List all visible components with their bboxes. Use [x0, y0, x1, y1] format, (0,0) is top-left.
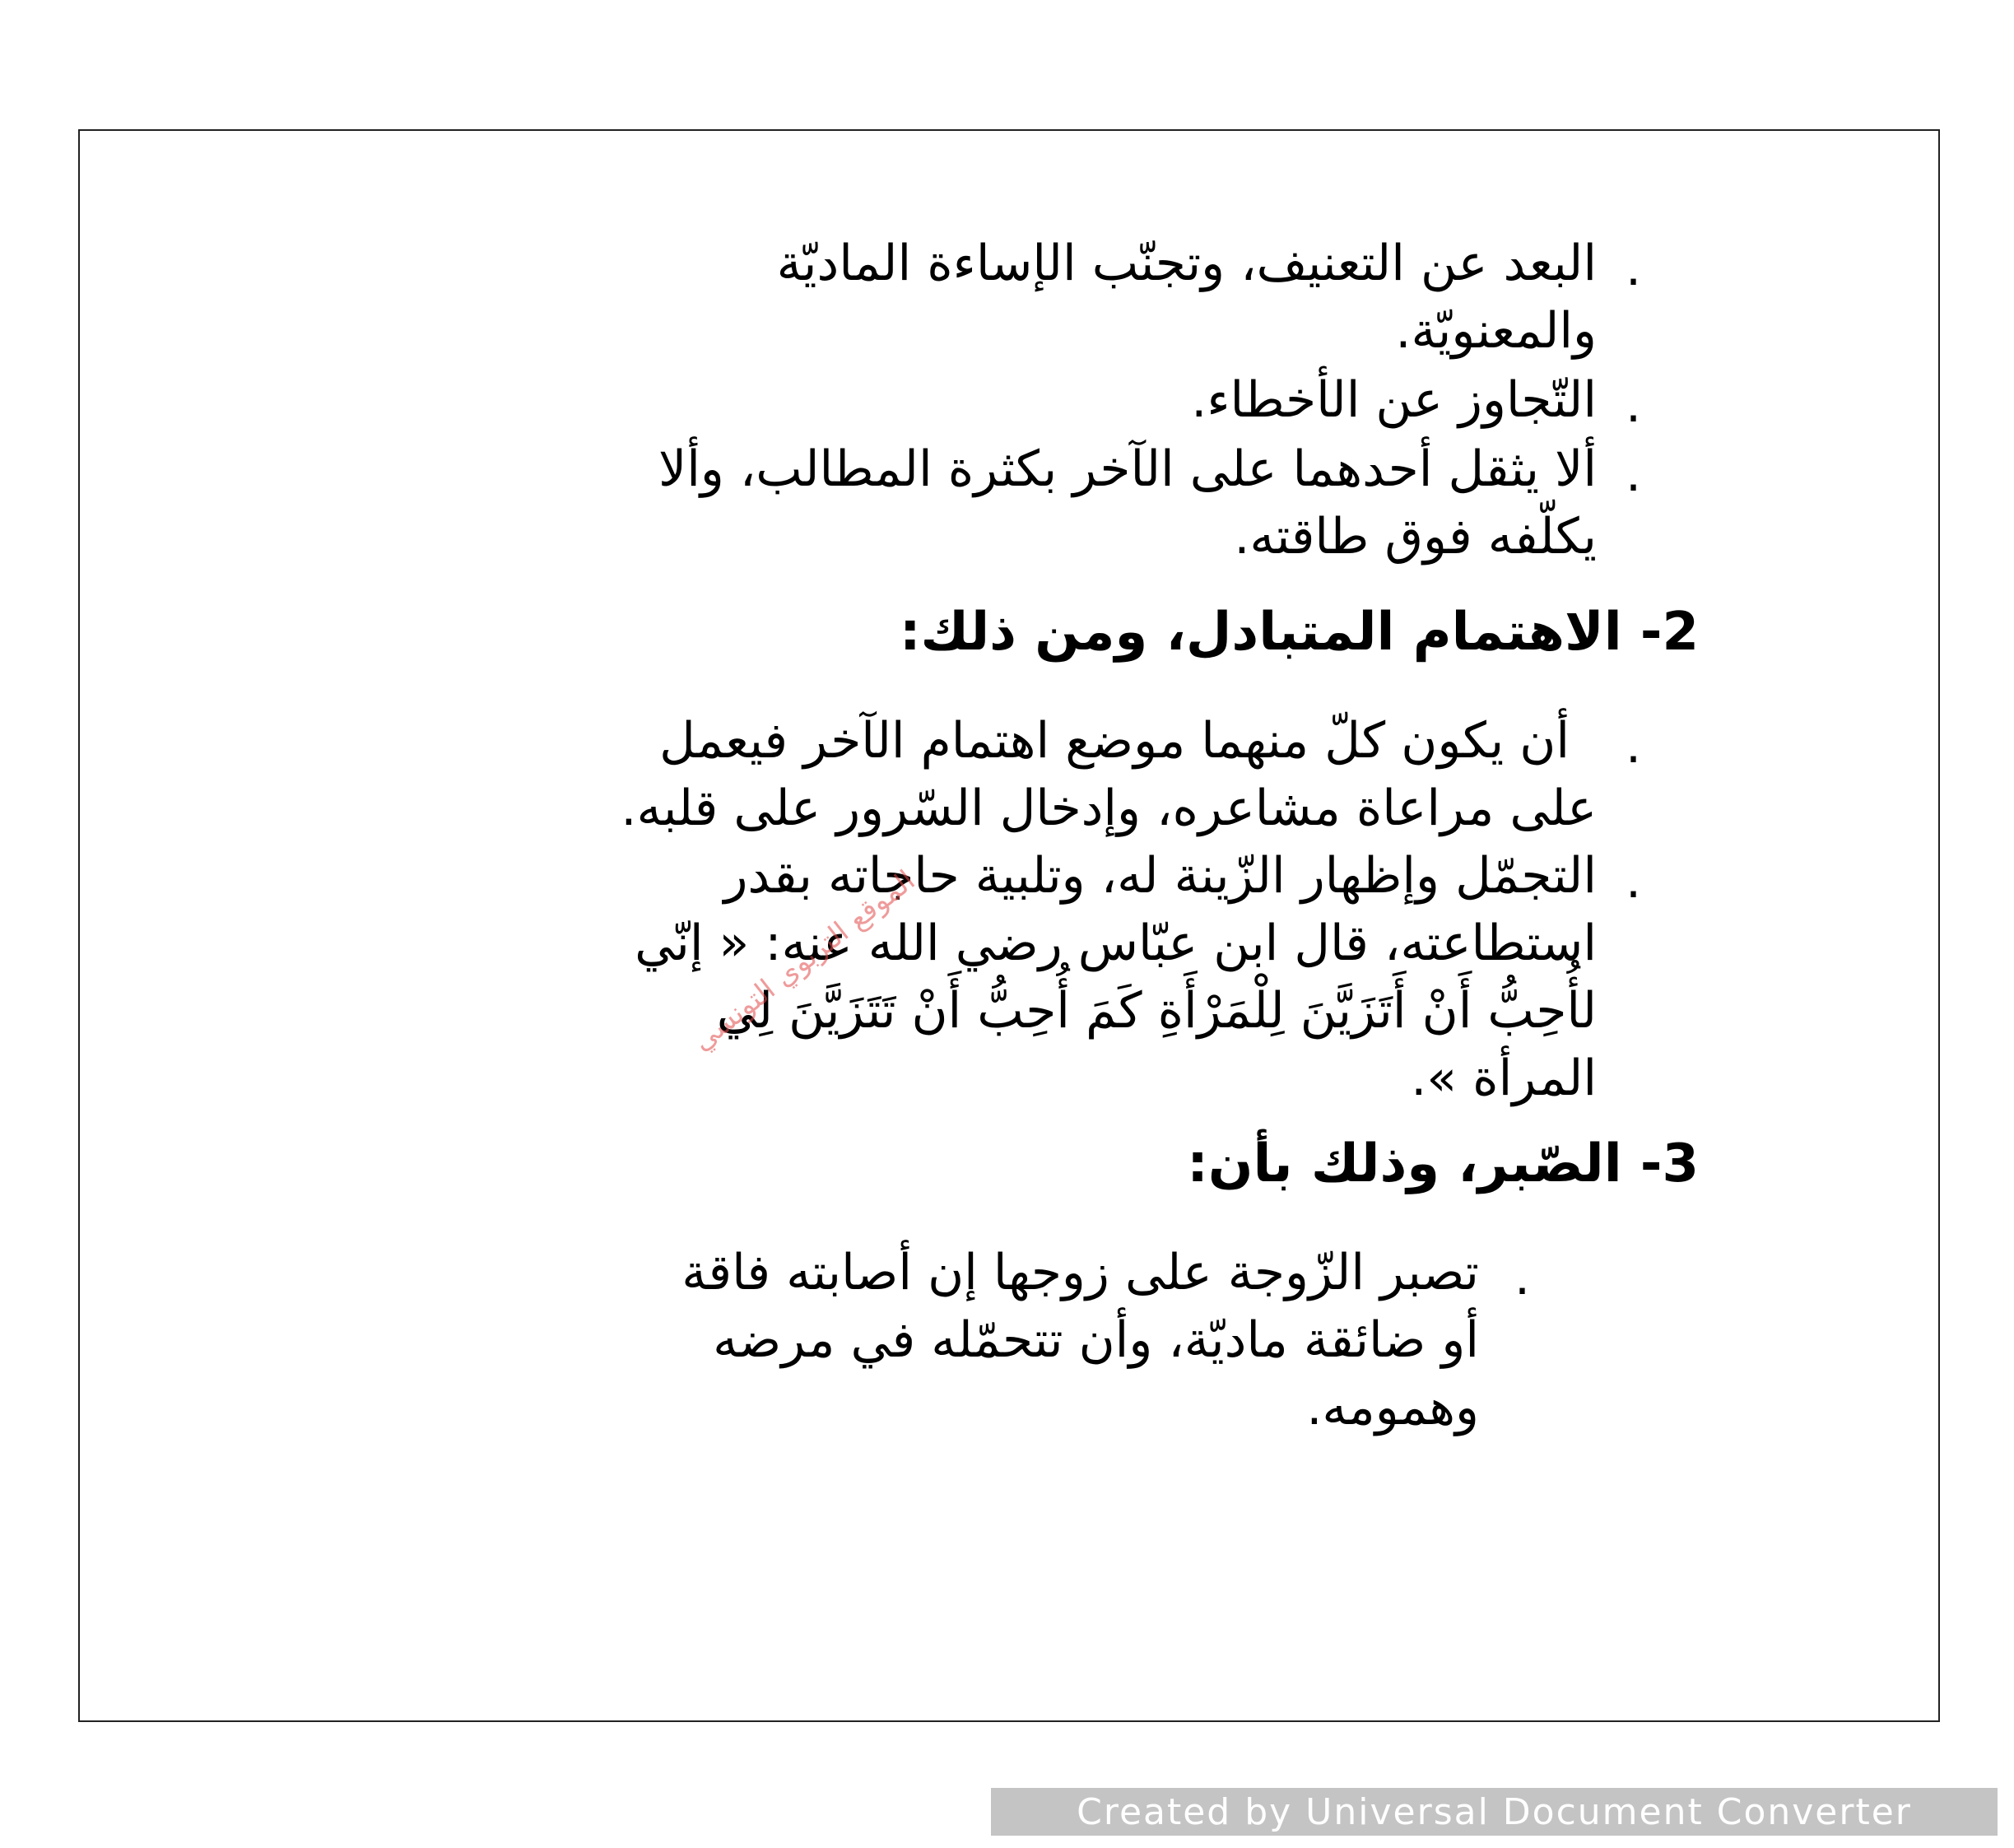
list-item-line: تصبر الزّوجة على زوجها إن أصابته فاقة [681, 1244, 1479, 1301]
bullet-dot: . [1626, 852, 1642, 910]
list-item-line: استطاعته، قال ابن عبّاس رضي الله عنه: « إنّي [635, 915, 1597, 972]
list-item-line: ألا يثقل أحدهما على الآخر بكثرة المطالب، وألا [658, 440, 1597, 498]
bullet-dot: . [1626, 717, 1642, 775]
list-item-line: أن يكون كلّ منهما موضع اهتمام الآخر فيعمل [659, 712, 1570, 770]
list-item-line: على مراعاة مشاعره، وإدخال السّرور على قلبه. [621, 780, 1597, 837]
list-item-line: يكلّفه فوق طاقته. [1234, 508, 1597, 566]
converter-footer-text: Created by Universal Document Converter [1077, 1790, 1912, 1833]
list-item-line: وهمومه. [1306, 1379, 1479, 1436]
list-item-line: لأُحِبُّ أَنْ أَتَزَيَّنَ لِلْمَرْأَةِ كَمَ أُحِبُّ أَنْ تَتَزَيَّنَ لِي [716, 982, 1597, 1040]
list-item-line: أو ضائقة ماديّة، وأن تتحمّله في مرضه [713, 1311, 1479, 1369]
list-item-line: المرأة ». [1411, 1050, 1597, 1107]
converter-footer-banner [991, 1788, 1998, 1836]
bullet-dot: . [1514, 1249, 1531, 1306]
bullet-dot: . [1626, 376, 1642, 434]
list-item-line: التجمّل وإظهار الزّينة له، وتلبية حاجاته بقدر [723, 847, 1597, 905]
bullet-dot: . [1626, 445, 1642, 503]
bullet-dot: . [1626, 240, 1642, 297]
watermark-text: الموقع التربوي التونسي [686, 863, 922, 1058]
list-item-line: والمعنويّة. [1395, 302, 1597, 360]
list-item-line: التّجاوز عن الأخطاء. [1191, 371, 1597, 429]
section-heading: 2- الاهتمام المتبادل، ومن ذلك: [899, 602, 1699, 663]
section-heading: 3- الصّبر، وذلك بأن: [1187, 1133, 1699, 1194]
list-item-line: البعد عن التعنيف، وتجنّب الإساءة الماديّة [776, 235, 1597, 292]
